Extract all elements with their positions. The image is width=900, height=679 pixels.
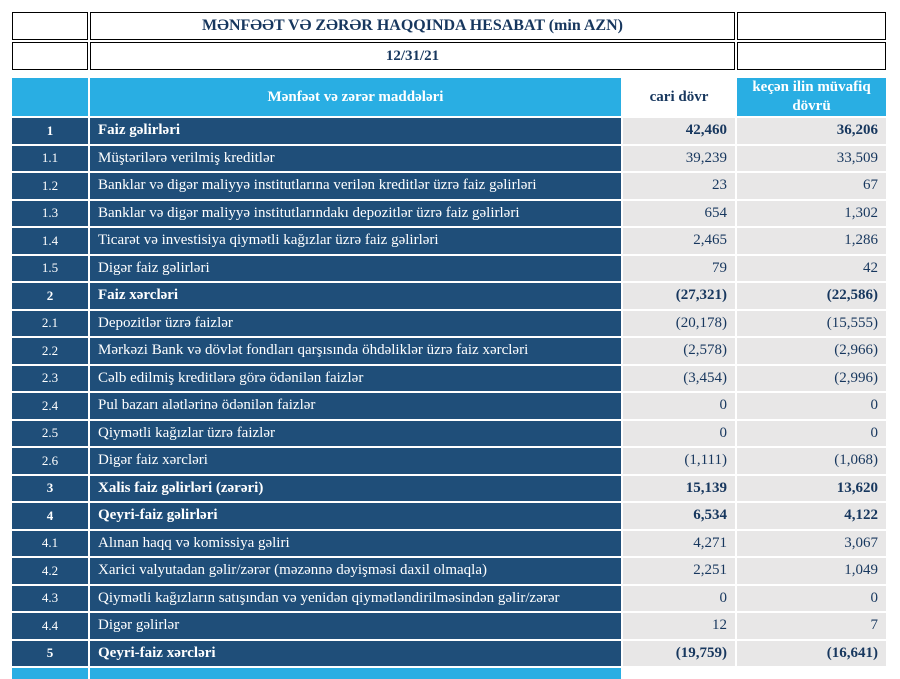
row-label: Xalis faiz gəlirləri (zərəri) <box>90 476 621 502</box>
table-row <box>12 228 886 254</box>
report-date: 12/31/21 <box>90 42 735 70</box>
table-row <box>12 201 886 227</box>
row-current-value: 2,465 <box>623 228 735 254</box>
row-label: Qeyri-faiz xərcləri <box>90 641 621 667</box>
partial-label-cell <box>90 668 621 679</box>
column-header-prior-period: keçən ilin müvafiq dövrü <box>737 78 886 116</box>
row-number: 2.5 <box>12 421 88 447</box>
column-header-row <box>12 78 886 116</box>
title-row <box>12 12 886 40</box>
row-number: 2 <box>12 283 88 309</box>
row-current-value: 42,460 <box>623 118 735 144</box>
table-row <box>12 448 886 474</box>
table-row <box>12 338 886 364</box>
spacer-row <box>12 72 886 76</box>
row-label: Digər faiz gəlirləri <box>90 256 621 282</box>
row-number: 2.6 <box>12 448 88 474</box>
row-prior-value: 42 <box>737 256 886 282</box>
row-label: Qiymətli kağızların satışından və yenidən qiymətləndirilməsindən gəlir/zərər <box>90 586 621 612</box>
row-prior-value: 33,509 <box>737 146 886 172</box>
row-number: 4.3 <box>12 586 88 612</box>
row-number: 1.3 <box>12 201 88 227</box>
row-label: Pul bazarı alətlərinə ödənilən faizlər <box>90 393 621 419</box>
row-number: 5 <box>12 641 88 667</box>
row-prior-value: 3,067 <box>737 531 886 557</box>
row-label: Müştərilərə verilmiş kreditlər <box>90 146 621 172</box>
row-label: Digər gəlirlər <box>90 613 621 639</box>
row-current-value: 39,239 <box>623 146 735 172</box>
row-current-value: 2,251 <box>623 558 735 584</box>
row-prior-value: 0 <box>737 421 886 447</box>
table-row <box>12 118 886 144</box>
table-row <box>12 311 886 337</box>
table-row <box>12 503 886 529</box>
row-label: Faiz gəlirləri <box>90 118 621 144</box>
row-prior-value: 36,206 <box>737 118 886 144</box>
row-number: 4 <box>12 503 88 529</box>
table-row <box>12 283 886 309</box>
row-number: 4.4 <box>12 613 88 639</box>
row-label: Xarici valyutadan gəlir/zərər (məzənnə dəyişməsi daxil olmaqla) <box>90 558 621 584</box>
row-current-value: (20,178) <box>623 311 735 337</box>
row-number: 2.1 <box>12 311 88 337</box>
date-row <box>12 42 886 70</box>
row-prior-value: 67 <box>737 173 886 199</box>
row-prior-value: 1,286 <box>737 228 886 254</box>
row-prior-value: 0 <box>737 393 886 419</box>
date-left-blank-cell <box>12 42 88 70</box>
row-current-value: 0 <box>623 393 735 419</box>
row-label: Faiz xərcləri <box>90 283 621 309</box>
table-row <box>12 256 886 282</box>
row-label: Cəlb edilmiş kreditlərə görə ödənilən faizlər <box>90 366 621 392</box>
row-label: Banklar və digər maliyyə institutlarına verilən kreditlər üzrə faiz gəlirləri <box>90 173 621 199</box>
income-statement-table <box>10 10 888 679</box>
row-current-value: 0 <box>623 421 735 447</box>
table-row <box>12 146 886 172</box>
row-label: Ticarət və investisiya qiymətli kağızlar üzrə faiz gəlirləri <box>90 228 621 254</box>
partial-prior-cell <box>737 668 886 679</box>
row-prior-value: 13,620 <box>737 476 886 502</box>
table-footer-area <box>12 668 886 679</box>
row-prior-value: (2,996) <box>737 366 886 392</box>
row-prior-value: 1,302 <box>737 201 886 227</box>
row-prior-value: 1,049 <box>737 558 886 584</box>
row-current-value: (2,578) <box>623 338 735 364</box>
row-current-value: 6,534 <box>623 503 735 529</box>
row-current-value: (27,321) <box>623 283 735 309</box>
row-label: Digər faiz xərcləri <box>90 448 621 474</box>
row-number: 3 <box>12 476 88 502</box>
row-number: 1.1 <box>12 146 88 172</box>
row-prior-value: (22,586) <box>737 283 886 309</box>
spacer <box>12 72 886 76</box>
row-label: Qiymətli kağızlar üzrə faizlər <box>90 421 621 447</box>
row-prior-value: (2,966) <box>737 338 886 364</box>
row-label: Banklar və digər maliyyə institutlarındakı depozitlər üzrə faiz gəlirləri <box>90 201 621 227</box>
row-current-value: 79 <box>623 256 735 282</box>
table-row <box>12 173 886 199</box>
date-right-blank-cell <box>737 42 886 70</box>
row-number: 2.4 <box>12 393 88 419</box>
row-label: Mərkəzi Bank və dövlət fondları qarşısında öhdəliklər üzrə faiz xərcləri <box>90 338 621 364</box>
table-row <box>12 586 886 612</box>
table-body <box>12 118 886 666</box>
column-header-number <box>12 78 88 116</box>
table-header-area <box>12 12 886 116</box>
partial-number-cell <box>12 668 88 679</box>
table-row <box>12 421 886 447</box>
table-row <box>12 476 886 502</box>
table-row <box>12 531 886 557</box>
row-prior-value: 0 <box>737 586 886 612</box>
row-number: 1.2 <box>12 173 88 199</box>
row-number: 4.2 <box>12 558 88 584</box>
row-current-value: (1,111) <box>623 448 735 474</box>
row-current-value: (3,454) <box>623 366 735 392</box>
row-prior-value: (1,068) <box>737 448 886 474</box>
row-label: Depozitlər üzrə faizlər <box>90 311 621 337</box>
row-number: 1 <box>12 118 88 144</box>
table-row <box>12 393 886 419</box>
row-current-value: 12 <box>623 613 735 639</box>
row-current-value: (19,759) <box>623 641 735 667</box>
row-current-value: 0 <box>623 586 735 612</box>
row-current-value: 4,271 <box>623 531 735 557</box>
row-current-value: 654 <box>623 201 735 227</box>
table-row <box>12 613 886 639</box>
partial-next-row <box>12 668 886 679</box>
row-number: 2.2 <box>12 338 88 364</box>
row-prior-value: 4,122 <box>737 503 886 529</box>
row-label: Alınan haqq və komissiya gəliri <box>90 531 621 557</box>
row-prior-value: (16,641) <box>737 641 886 667</box>
column-header-items: Mənfəət və zərər maddələri <box>90 78 621 116</box>
top-right-blank-cell <box>737 12 886 40</box>
row-current-value: 23 <box>623 173 735 199</box>
top-left-blank-cell <box>12 12 88 40</box>
report-title: MƏNFƏƏT VƏ ZƏRƏR HAQQINDA HESABAT (min AZN) <box>90 12 735 40</box>
column-header-current-period: cari dövr <box>623 78 735 116</box>
row-number: 2.3 <box>12 366 88 392</box>
row-label: Qeyri-faiz gəlirləri <box>90 503 621 529</box>
row-prior-value: 7 <box>737 613 886 639</box>
row-number: 1.5 <box>12 256 88 282</box>
row-current-value: 15,139 <box>623 476 735 502</box>
partial-current-cell <box>623 668 735 679</box>
row-number: 1.4 <box>12 228 88 254</box>
row-number: 4.1 <box>12 531 88 557</box>
table-row <box>12 558 886 584</box>
row-prior-value: (15,555) <box>737 311 886 337</box>
table-row <box>12 366 886 392</box>
table-row <box>12 641 886 667</box>
